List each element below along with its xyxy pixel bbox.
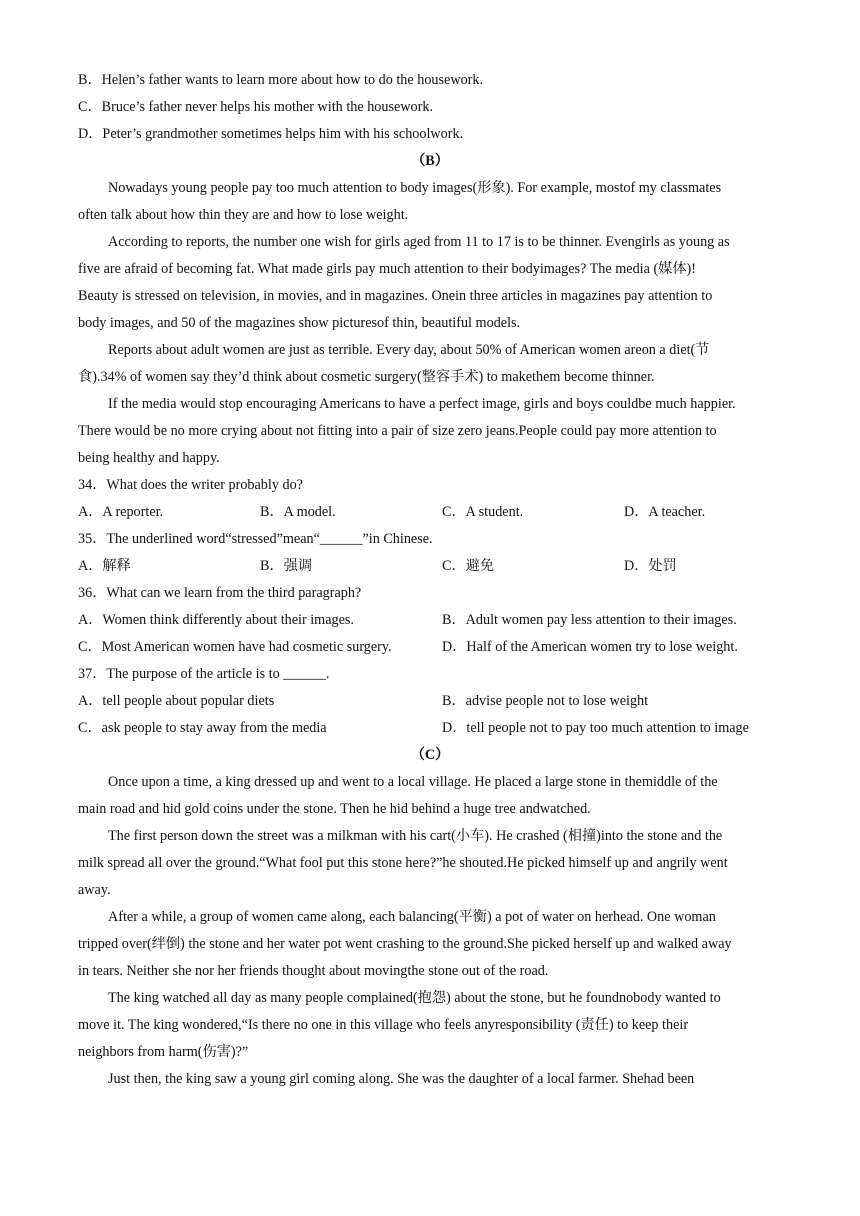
q34-option-c[interactable]: C．A student. [442,504,524,520]
passage-c-line: main road and hid gold coins under the stone. Then he hid behind a huge tree andwatched. [78,801,591,817]
option-d-prev: D．Peter’s grandmother sometimes helps him with his schoolwork. [78,126,464,142]
option-b-prev: B．Helen’s father wants to learn more about how to do the housework. [78,72,484,88]
passage-b-line: If the media would stop encouraging Americans to have a perfect image, girls and boys couldbe much happier. [108,396,736,412]
question-36: 36．What can we learn from the third paragraph? [78,585,362,601]
passage-c-line: in tears. Neither she nor her friends thought about movingthe stone out of the road. [78,963,549,979]
passage-b-line: Beauty is stressed on television, in movies, and in magazines. Onein three articles in magazines pay attention to [78,288,713,304]
passage-b-line: five are afraid of becoming fat. What made girls pay much attention to their bodyimages? The media (媒体)! [78,261,696,277]
q34-option-b[interactable]: B．A model. [260,504,336,520]
q37-option-c[interactable]: C．ask people to stay away from the media [78,720,327,736]
passage-c-line: Just then, the king saw a young girl coming along. She was the daughter of a local farmer. Shehad been [108,1071,695,1087]
passage-b-line: There would be no more crying about not fitting into a pair of size zero jeans.People could pay more attention to [78,423,717,439]
passage-c-line: move it. The king wondered,“Is there no one in this village who feels anyresponsibility (责任) to keep their [78,1017,689,1033]
question-37: 37．The purpose of the article is to ______. [78,666,330,682]
passage-b-line: 食).34% of women say they’d think about cosmetic surgery(整容手术) to makethem become thinner. [78,369,655,385]
q37-option-a[interactable]: A．tell people about popular diets [78,693,275,709]
option-c-prev: C．Bruce’s father never helps his mother with the housework. [78,99,433,115]
section-b-heading: （B） [411,153,449,169]
question-34: 34．What does the writer probably do? [78,477,303,493]
q34-option-d[interactable]: D．A teacher. [624,504,706,520]
passage-b-line: body images, and 50 of the magazines show picturesof thin, beautiful models. [78,315,521,331]
section-c-heading: （C） [410,747,450,763]
passage-c-line: After a while, a group of women came along, each balancing(平衡) a pot of water on herhead. One woman [108,909,716,925]
q36-option-c[interactable]: C．Most American women have had cosmetic surgery. [78,639,392,655]
passage-c-line: The first person down the street was a milkman with his cart(小车). He crashed (相撞)into the stone and the [108,828,723,844]
q36-option-b[interactable]: B．Adult women pay less attention to their images. [442,612,737,628]
passage-c-line: milk spread all over the ground.“What fool put this stone here?”he shouted.He picked himself up and angrily went [78,855,728,871]
passage-c-line: away. [78,882,111,898]
passage-c-line: neighbors from harm(伤害)?” [78,1044,249,1060]
question-35: 35．The underlined word“stressed”mean“______”in Chinese. [78,531,433,547]
passage-b-line: Nowadays young people pay too much attention to body images(形象). For example, mostof my classmates [108,180,722,196]
passage-b-line: According to reports, the number one wish for girls aged from 11 to 17 is to be thinner. Evengirls as young as [108,234,730,250]
passage-c-line: The king watched all day as many people complained(抱怨) about the stone, but he foundnobody wanted to [108,990,721,1006]
passage-c-line: tripped over(绊倒) the stone and her water pot went crashing to the ground.She picked herself up and walked away [78,936,732,952]
q35-option-b[interactable]: B．强调 [260,558,313,574]
passage-b-line: being healthy and happy. [78,450,220,466]
q35-option-a[interactable]: A．解释 [78,558,131,574]
passage-b-line: often talk about how thin they are and how to lose weight. [78,207,409,223]
q37-option-d[interactable]: D．tell people not to pay too much attention to image [442,720,749,736]
q35-option-d[interactable]: D．处罚 [624,558,677,574]
q35-option-c[interactable]: C．避免 [442,558,495,574]
passage-c-line: Once upon a time, a king dressed up and went to a local village. He placed a large stone in themiddle of the [108,774,718,790]
q34-option-a[interactable]: A．A reporter. [78,504,164,520]
q37-option-b[interactable]: B．advise people not to lose weight [442,693,649,709]
passage-b-line: Reports about adult women are just as terrible. Every day, about 50% of American women areon a diet(节 [108,342,710,358]
q36-option-a[interactable]: A．Women think differently about their images. [78,612,354,628]
q36-option-d[interactable]: D．Half of the American women try to lose weight. [442,639,738,655]
